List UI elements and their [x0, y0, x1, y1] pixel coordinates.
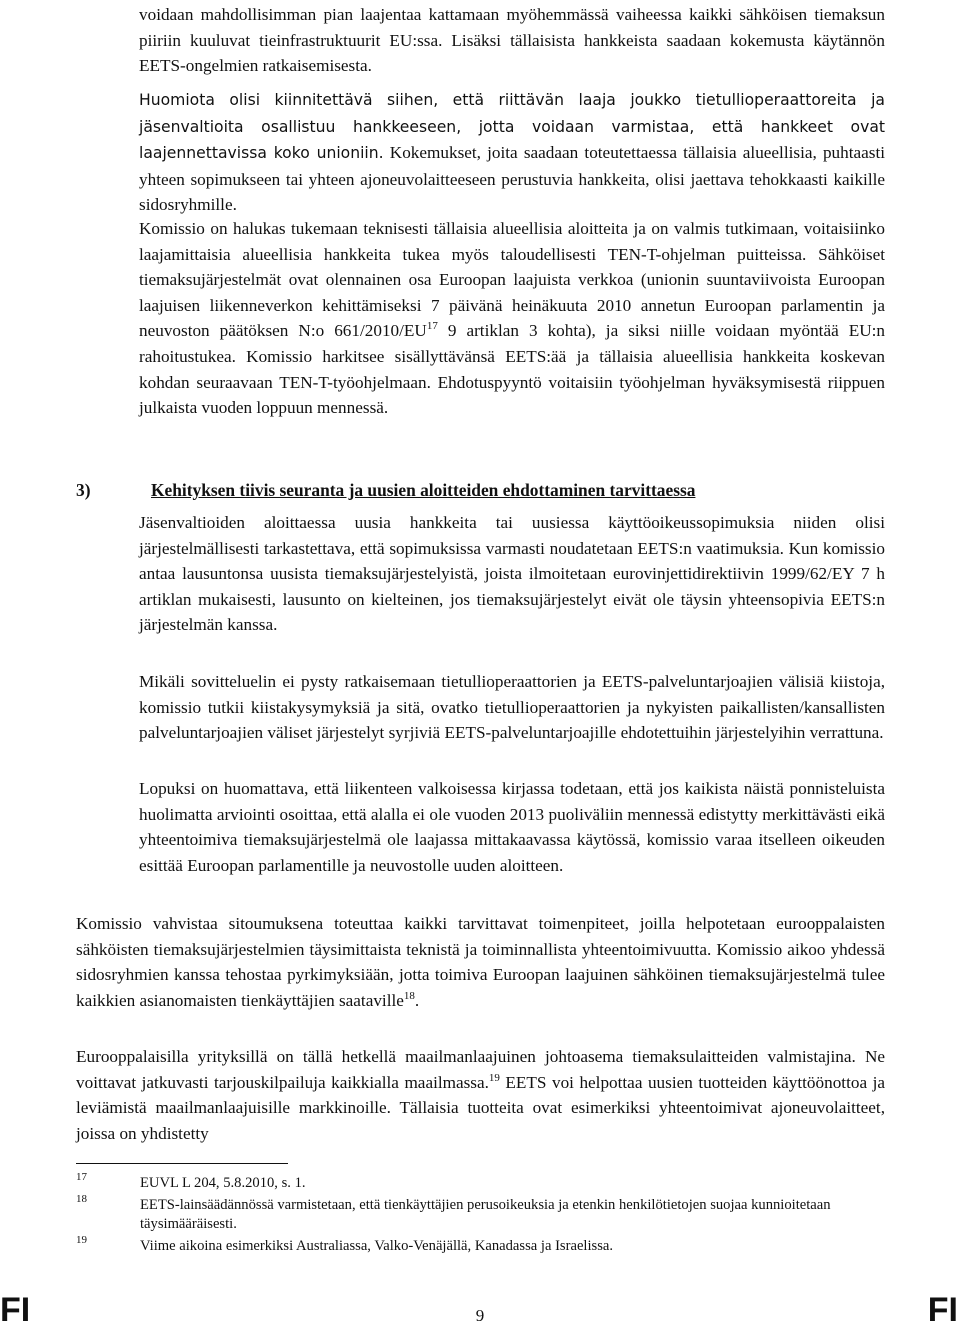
paragraph-text: Komissio on halukas tukemaan teknisesti tällaisia alueellisia aloitteita ja on valmis tutkimaan, voitaisiinko laajamittaisia alueellisia hankkeita tukea myös taloudellisesti TEN-T-ohjelman puitteissa. Sähköiset tiemaksujärjestelmät ovat olennainen osa Euroopan laajuista verkkoa (unionin suuntaviivoista Euroopan laajuisen liikenneverkon kehittämiseksi 7 päivänä heinäkuuta 2010 annetun Euroopan parlamentin ja neuvoston päätöksen N:o 661/2010/EU — [139, 219, 885, 341]
footnote-ref-19[interactable]: 19 — [488, 1071, 500, 1084]
footnote-text: Viime aikoina esimerkiksi Australiassa, Valko-Venäjällä, Kanadassa ja Israelissa. — [140, 1238, 614, 1254]
paragraph-text: 9 artiklan 3 kohta), ja siksi niille voidaan myöntää EU:n rahoitustukea. Komissio harkitsee sisällyttävänsä EETS:ää ja tällaisia alueellisia hankkeita koskevan kohdan seuraavaan TEN-T-työohjelmaan. Ehdotuspyyntö voitaisiin työohjelman hyväksymisestä riippuen julkaista vuoden loppuun mennessä. — [139, 321, 885, 418]
footnote-text: EETS-lainsäädännössä varmistetaan, että tienkäyttäjien perusoikeuksia ja etenkin henkilötietojen suojaa kunnioitetaan täysimääräisesti. — [140, 1197, 831, 1232]
paragraph-text: EETS voi helpottaa uusien tuotteiden käyttöönottoa ja leviämistä maailmanlaajuisille markkinoille. Tällaisia tuotteita ovat esimerkiksi yhteentoimivat ajoneuvolaitteet, joissa on yhdistetty — [76, 1072, 885, 1143]
paragraph-commitment — [76, 911, 885, 1013]
paragraph-text: Jäsenvaltioiden aloittaessa uusia hankkeita tai uusiessa käyttöoikeussopimuksia niiden olisi järjestelmällisesti tarkastettava, että sopimuksissa varmasti noudatetaan EETS:n vaatimuksia. Kun komissio antaa lausuntonsa uusista tiemaksujärjestelyistä, joista ilmoitetaan eurovinjettidirektiivin 1999/62/EY 7 h artiklan mukaisesti, lausunto on kielteinen, jos tiemaksujärjestelyt eivät ole täysin yhteensopivia EETS:n järjestelmän kanssa. — [139, 513, 885, 635]
footnote-ref-18[interactable]: 18 — [403, 989, 415, 1002]
paragraph-commission-support — [139, 216, 885, 421]
paragraph-text: Mikäli sovitteluelin ei pysty ratkaisemaan tietullioperaattorien ja EETS-palveluntarjoajien välisiä kiistoja, komissio tutkii kiistakysymyksiä ja sitä, ovatko tietullioperaattorien ja nykyisten paikallisten/kansallisten palveluntarjoajien väliset järjestelyt syrjiviä EETS-palveluntarjoajille ehdotettuihin järjestelyihin verrattuna. — [139, 672, 885, 743]
paragraph-text: Eurooppalaisilla yrityksillä on tällä hetkellä maailmanlaajuinen johtoasema tiemaksulaitteiden valmistajina. Ne voittavat jatkuvasti tarjouskilpailuja kaikkialla maailmassa. — [76, 1047, 885, 1092]
page-number: 9 — [475, 1306, 485, 1325]
footer-language-right: FI — [927, 1291, 958, 1329]
paragraph-text: Lopuksi on huomattava, että liikenteen valkoisessa kirjassa todetaan, että jos kaikista näistä ponnisteluista huolimatta arviointi osoittaa, että alalla ei ole vuoden 2013 puoliväliin mennessä edistytty merkittävästi eikä yhteentoimiva tiemaksujärjestelmä ole laajassa mittakaavassa käytössä, komissio varaa itselleen oikeuden esittää Euroopan parlamentille ja neuvostolle uuden aloitteen. — [139, 779, 885, 875]
paragraph-conciliation — [139, 669, 885, 746]
paragraph-text: voidaan mahdollisimman pian laajentaa kattamaan myöhemmässä vaiheessa kaikki sähköisen tiemaksun piiriin kuuluvat tieinfrastruktuurit EU:ssa. Lisäksi tällaisista hankkeista saadaan kokemusta käytännön EETS-ongelmien ratkaisemisesta. — [139, 5, 885, 76]
paragraph-text: . — [414, 990, 420, 1010]
footnote-number: 18 — [76, 1193, 87, 1205]
paragraph-white-paper — [139, 776, 885, 878]
paragraph-member-states — [139, 510, 885, 638]
section-title: Kehityksen tiivis seuranta ja uusien aloitteiden ehdottaminen tarvittaessa — [151, 480, 696, 500]
paragraph-text: Komissio vahvistaa sitoumuksena toteuttaa kaikki tarvittavat toimenpiteet, joilla helpotetaan eurooppalaisten sähköisten tiemaksujärjestelmien täysimittaista teknistä ja toiminnallista yhteentoimivuutta. Komissio aikoo yhdessä sidosryhmien kanssa tehostaa pyrkimyksiään, jotta toimiva Euroopan laajuinen sähköinen tiemaksujärjestelmä tulee kaikkien asianomaisten tienkäyttäjien saataville — [76, 914, 885, 1010]
footer-language-left: FI — [0, 1291, 31, 1329]
paragraph-continuation — [139, 2, 885, 79]
footnote-ref-17[interactable]: 17 — [426, 320, 438, 333]
paragraph-text: Huomiota olisi kiinnitettävä siihen, että riittävän laaja joukko tietullioperaattoreita ja jäsenvaltioita osallistuu hankkeeseen, jotta voidaan varmistaa, että hankkeet ovat laajennettavissa koko unioniin. — [139, 91, 885, 163]
paragraph-pilot-projects — [139, 87, 885, 218]
footnote-separator — [76, 1163, 288, 1164]
section-number: 3) — [76, 480, 91, 500]
footnote-number: 19 — [76, 1234, 87, 1246]
footnote-number: 17 — [76, 1171, 87, 1183]
paragraph-text: Kokemukset, joita saadaan toteutettaessa tällaisia alueellisia, puhtaasti yhteen sopimukseen tai yhteen ajoneuvolaitteeseen perustuvia hankkeita, olisi jaettava tehokkaasti kaikille sidosryhmille. — [139, 143, 885, 215]
paragraph-european-companies — [76, 1044, 885, 1146]
footnote-text: EUVL L 204, 5.8.2010, s. 1. — [140, 1175, 306, 1191]
